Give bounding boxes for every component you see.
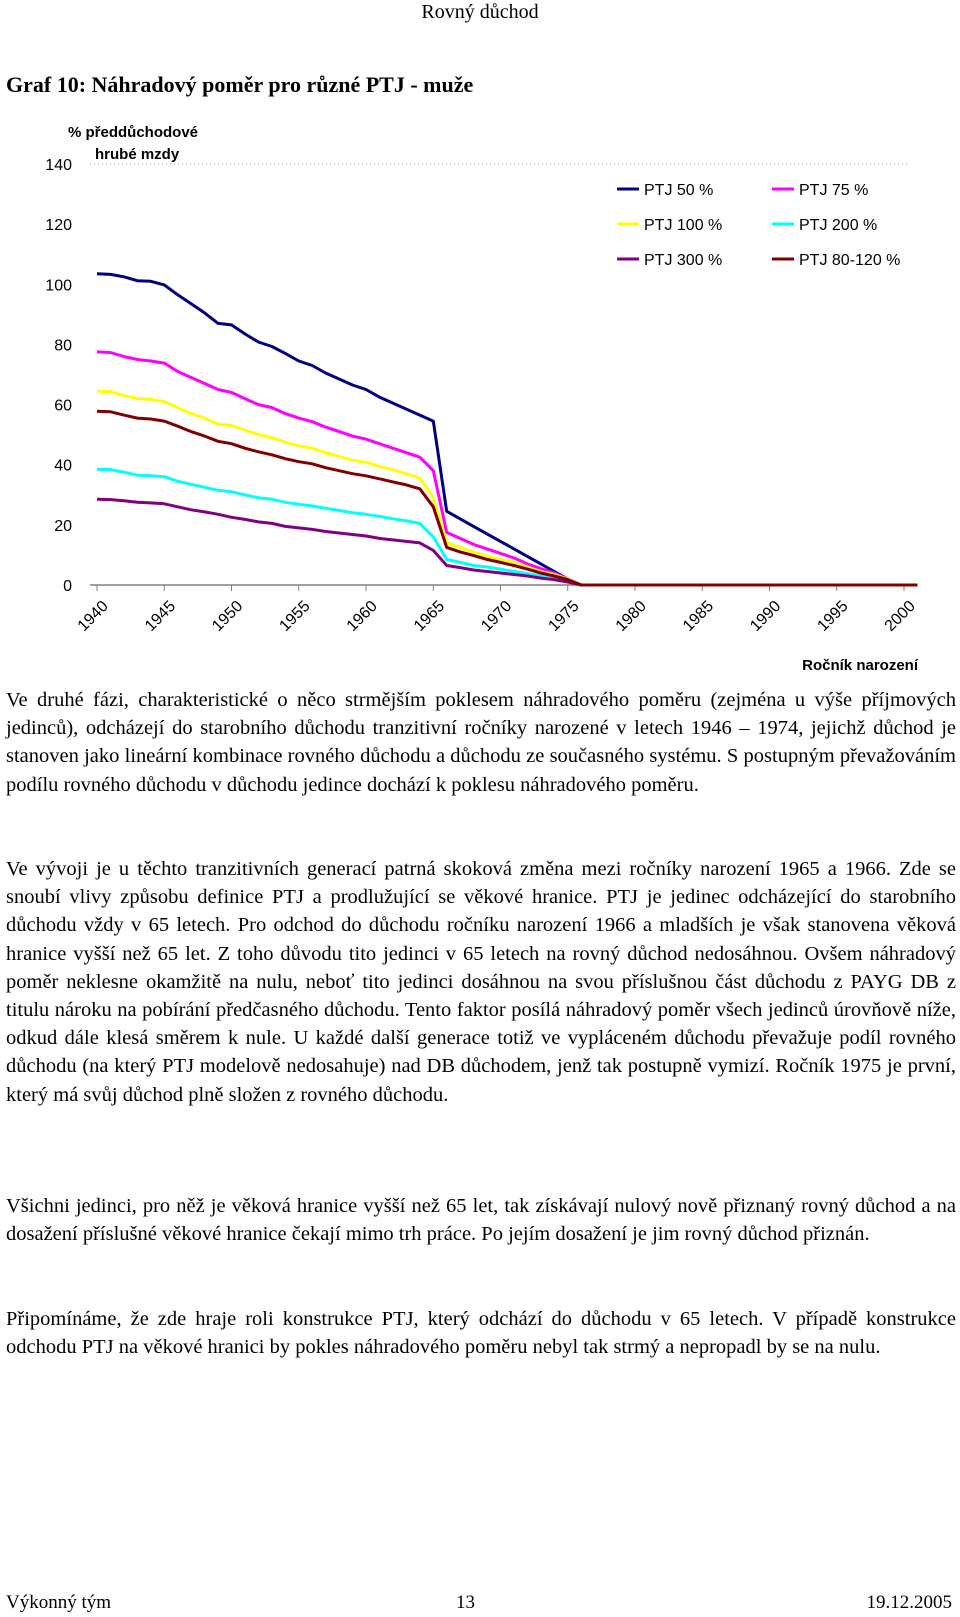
- x-tick-label: 1960: [343, 597, 381, 635]
- x-tick-label: 1965: [410, 597, 449, 635]
- footer-date: 19.12.2005: [866, 1592, 952, 1613]
- y-tick-label: 100: [45, 277, 72, 295]
- x-tick-label: 1975: [545, 597, 583, 635]
- x-tick-label: 1990: [747, 597, 785, 635]
- legend-label: PTJ 80-120 %: [799, 252, 901, 269]
- y-axis-label-line2: hrubé mzdy: [95, 146, 180, 163]
- x-axis-label: Ročník narození: [802, 657, 918, 674]
- x-tick-label: 1950: [209, 597, 247, 635]
- chart-series: [97, 274, 917, 585]
- y-axis-label-line1: % předdůchodové: [68, 124, 199, 141]
- paragraph-2: Ve vývoji je u těchto tranzitivních generací patrná skoková změna mezi ročníky narození 1965 a 1966. Zde se snoubí vlivy způsobu definice PTJ a prodlužující se věkové hranice. PTJ je jedinec odcházející do starobního důchodu vždy v 65 letech. Pro odchod do důchodu ročníku narození 1966 a mladších je však stanovena věková hranice vyšší než 65 let. Z toho důvodu tito jedinci v 65 letech na rovný důchod nedosáhnou. Ovšem náhradový poměr neklesne okamžitě na nulu, neboť tito jedinci dosáhnou na svou příslušnou část důchodu z PAYG DB z titulu nároku na pobírání předčasného důchodu. Tento faktor posílá náhradový poměr všech jedinců úrovňově níže, odkud dále klesá směrem k nule. U každé další generace totiž ve vypláceném důchodu převažuje podíl rovného důchodu (na který PTJ modelově nedosahuje) nad DB důchodem, jenž tak postupně vymizí. Ročník 1975 je první, který má svůj důchod plně složen z rovného důchodu.: [6, 858, 956, 1106]
- y-tick-label: 20: [54, 517, 72, 535]
- replacement-ratio-chart: [0, 112, 960, 682]
- series-line-6: [97, 411, 917, 585]
- x-tick-label: 1970: [478, 597, 516, 635]
- legend-label: PTJ 50 %: [644, 182, 714, 199]
- x-tick-label: 1985: [679, 597, 718, 635]
- legend-label: PTJ 100 %: [644, 217, 723, 234]
- legend-label: PTJ 75 %: [799, 182, 869, 199]
- figure-title: Graf 10: Náhradový poměr pro různé PTJ - muže: [6, 72, 474, 97]
- y-tick-label: 140: [45, 157, 72, 174]
- legend-label: PTJ 300 %: [644, 252, 723, 269]
- x-tick-label: 1940: [74, 597, 112, 635]
- y-tick-label: 40: [54, 457, 72, 475]
- y-tick-label: 0: [63, 578, 72, 595]
- page-header: Rovný důchod: [421, 1, 539, 23]
- chart-legend: [617, 182, 900, 269]
- y-tick-label: 80: [54, 337, 72, 355]
- series-line-5: [97, 499, 917, 585]
- x-tick-label: 2000: [881, 597, 919, 635]
- chart-axes: [45, 157, 919, 635]
- footer-page-number: 13: [456, 1592, 475, 1613]
- legend-label: PTJ 200 %: [799, 217, 878, 234]
- x-tick-label: 1955: [276, 597, 314, 635]
- series-line-1: [97, 274, 917, 585]
- y-tick-label: 120: [45, 217, 72, 235]
- paragraph-4: Připomínáme, že zde hraje roli konstrukce PTJ, který odchází do důchodu v 65 letech. V případě konstrukce odchodu PTJ na věkové hranici by pokles náhradového poměru nebyl tak strmý a nepropadl by se na nulu.: [6, 1308, 956, 1359]
- x-tick-label: 1945: [141, 597, 180, 635]
- series-line-4: [97, 469, 917, 585]
- paragraph-1: Ve druhé fázi, charakteristické o něco strmějším poklesem náhradového poměru (zejména u výše příjmových jedinců), odcházejí do starobního důchodu tranzitivní ročníky narozené v letech 1946 – 1974, jejichž důchod je stanoven jako lineární kombinace rovného důchodu a důchodu ze současného systému. S postupným převažováním podílu rovného důchodu v důchodu jedince dochází k poklesu náhradového poměru.: [6, 689, 956, 796]
- paragraph-3: Všichni jedinci, pro něž je věková hranice vyšší než 65 let, tak získávají nulový nově přiznaný rovný důchod a na dosažení příslušné věkové hranice čekají mimo trh práce. Po jejím dosažení je jim rovný důchod přiznán.: [6, 1195, 956, 1246]
- x-tick-label: 1980: [612, 597, 650, 635]
- y-tick-label: 60: [54, 397, 72, 415]
- x-tick-label: 1995: [814, 597, 852, 635]
- footer-team: Výkonný tým: [6, 1592, 112, 1613]
- series-line-2: [97, 352, 917, 585]
